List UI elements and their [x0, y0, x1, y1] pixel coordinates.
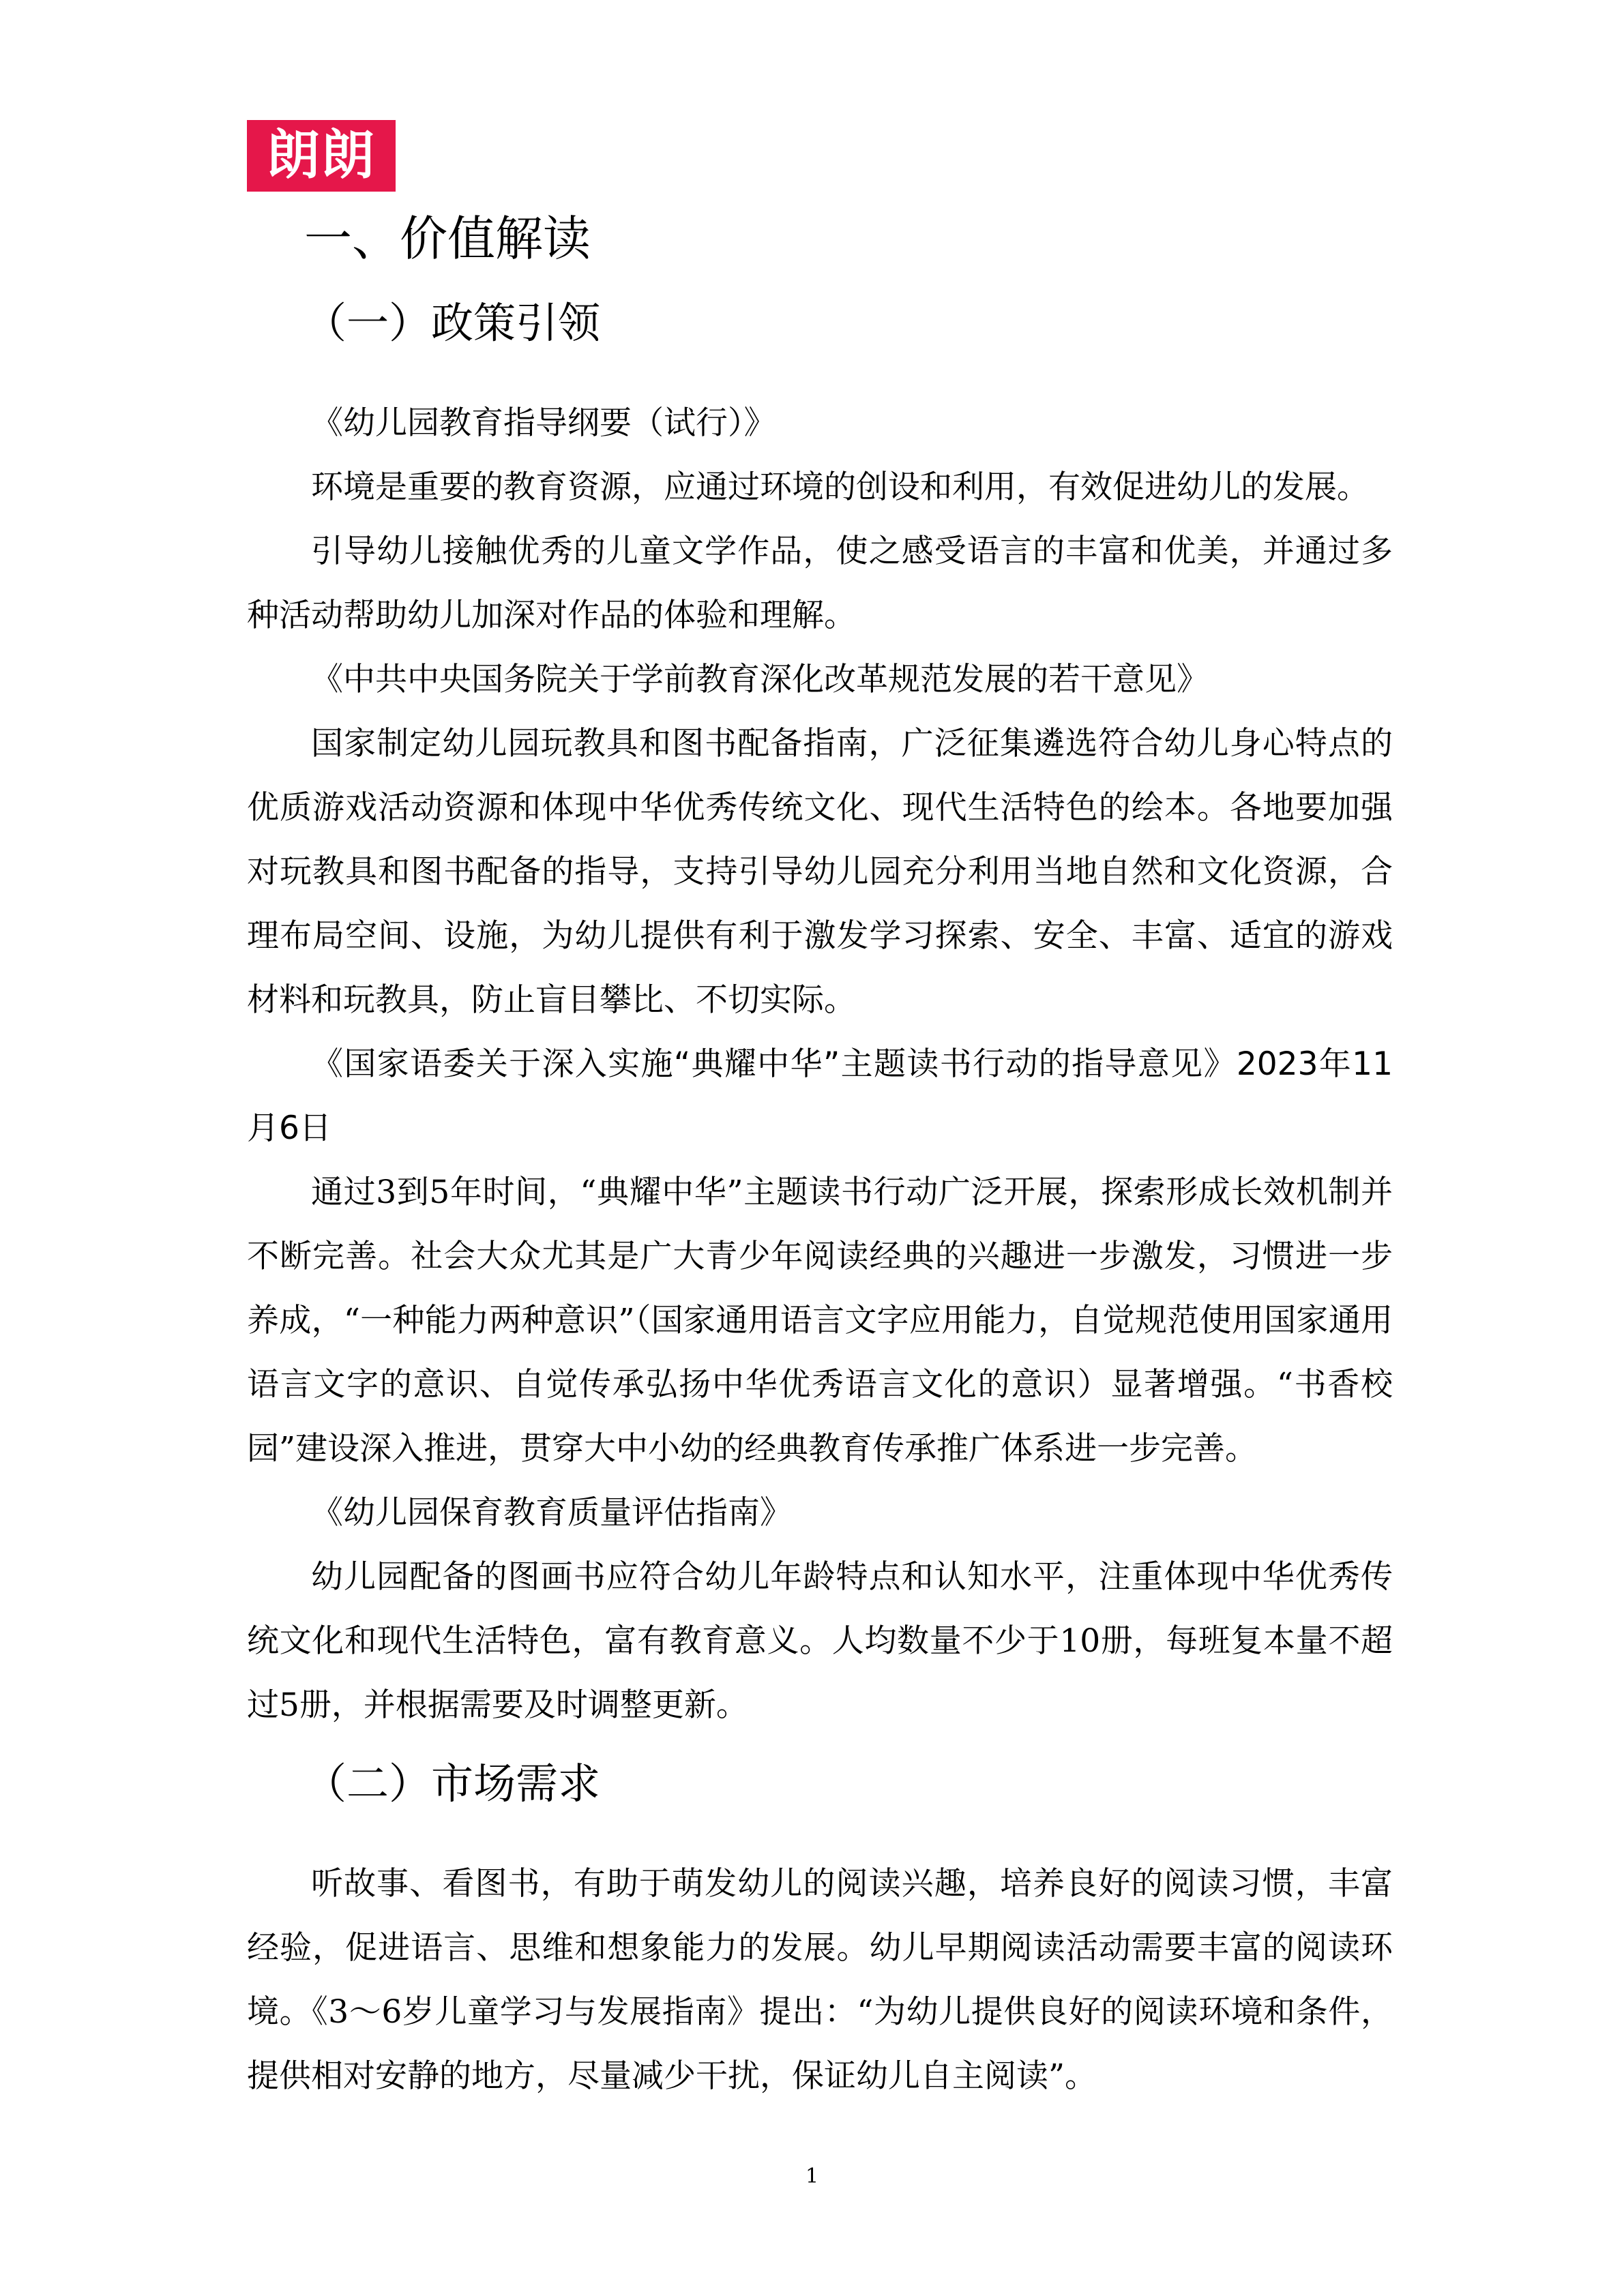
page-number: 1 — [805, 2164, 819, 2188]
section-2-title: （二）市场需求 — [304, 1759, 601, 1808]
body-paragraph: 国家制定幼儿园玩教具和图书配备指南，广泛征集遴选符合幼儿身心特点的优质游戏活动资源和体现中华优秀传统文化、现代生活特色的绘本。各地要加强对玩教具和图书配备的指导，支持引导幼儿园充分利用当地自然和文化资源，合理布局空间、设施，为幼儿提供有利于激发学习探索、安全、丰富、适宜的游戏材料和玩教具，防止盲目攀比、不切实际。 — [247, 725, 1393, 1019]
body-paragraph: 引导幼儿接触优秀的儿童文学作品，使之感受语言的丰富和优美，并通过多种活动帮助幼儿加深对作品的体验和理解。 — [247, 533, 1393, 634]
source-title-reading-action: 《国家语委关于深入实施“典耀中华”主题读书行动的指导意见》2023年11月6日 — [247, 1045, 1393, 1147]
body-paragraph: 环境是重要的教育资源，应通过环境的创设和利用，有效促进幼儿的发展。 — [311, 468, 1369, 506]
section-1-title: （一）政策引领 — [304, 298, 601, 348]
body-paragraph: 幼儿园配备的图画书应符合幼儿年龄特点和认知水平，注重体现中华优秀传统文化和现代生活特色，富有教育意义。人均数量不少于10册，每班复本量不超过5册，并根据需要及时调整更新。 — [247, 1558, 1393, 1724]
source-title-opinions: 《中共中央国务院关于学前教育深化改革规范发展的若干意见》 — [311, 661, 1209, 698]
brand-logo: 朗朗 — [247, 120, 396, 192]
body-paragraph: 听故事、看图书，有助于萌发幼儿的阅读兴趣，培养良好的阅读习惯，丰富经验，促进语言、思维和想象能力的发展。幼儿早期阅读活动需要丰富的阅读环境。《3～6岁儿童学习与发展指南》提出：“为幼儿提供良好的阅读环境和条件，提供相对安静的地方，尽量减少干扰，保证幼儿自主阅读”。 — [247, 1865, 1393, 2095]
body-paragraph: 通过3到5年时间，“典耀中华”主题读书行动广泛开展，探索形成长效机制并不断完善。社会大众尤其是广大青少年阅读经典的兴趣进一步激发，习惯进一步养成，“一种能力两种意识”（国家通用语言文字应用能力，自觉规范使用国家通用语言文字的意识、自觉传承弘扬中华优秀语言文化的意识）显著增强。“书香校园”建设深入推进，贯穿大中小幼的经典教育传承推广体系进一步完善。 — [247, 1174, 1393, 1467]
source-title-guideline: 《幼儿园教育指导纲要（试行）》 — [311, 404, 776, 442]
main-heading: 一、价值解读 — [304, 211, 591, 267]
source-title-evaluation: 《幼儿园保育教育质量评估指南》 — [311, 1494, 792, 1532]
